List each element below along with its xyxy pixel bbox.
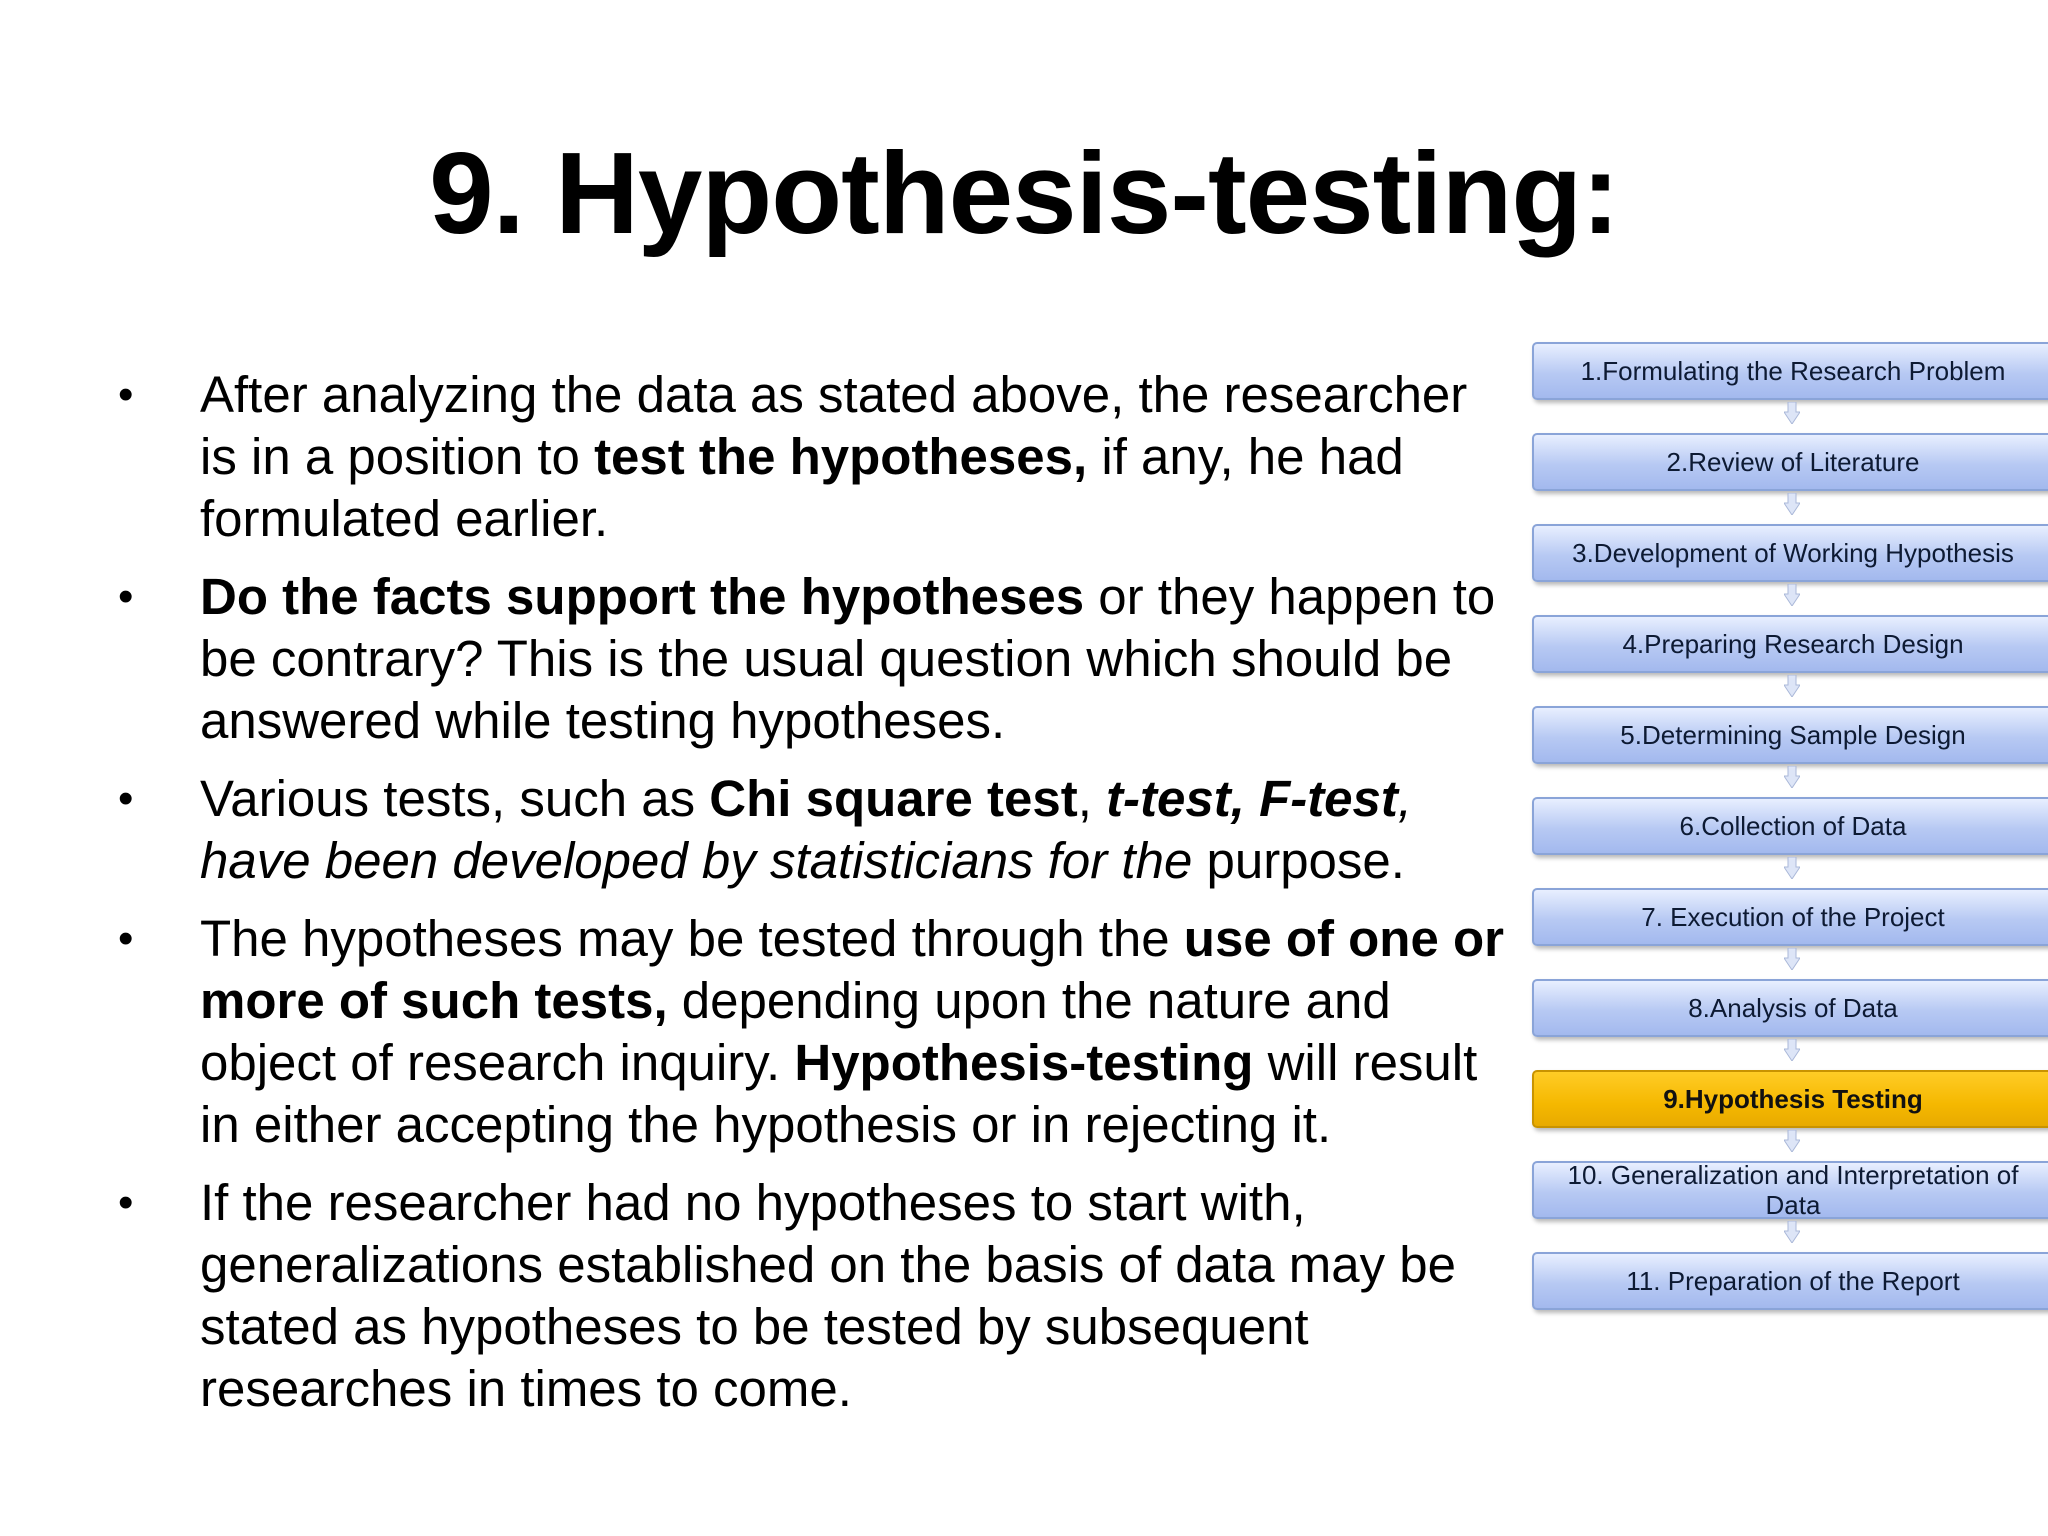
process-step: 1.Formulating the Research Problem xyxy=(1532,342,2048,400)
chevron-down-icon xyxy=(1784,1130,1800,1152)
process-step: 3.Development of Working Hypothesis xyxy=(1532,524,2048,582)
bullet-bold-text: Do the facts support the hypotheses xyxy=(200,568,1085,625)
bullet-dot: • xyxy=(118,774,134,823)
bullet-bold-text: Hypothesis-testing xyxy=(794,1034,1254,1091)
bullet-bold-italic-text: t-test, F-test xyxy=(1106,770,1398,827)
chevron-down-icon xyxy=(1784,584,1800,606)
bullet-bold-text: Chi square test xyxy=(709,770,1078,827)
process-step: 6.Collection of Data xyxy=(1532,797,2048,855)
bullet-text: or they happen to be contrary? This is the usual question which should be answered while testing hypotheses. xyxy=(200,568,1496,749)
bullet-italic-text: , have been developed by statisticians for the xyxy=(200,770,1413,889)
bullet-dot: • xyxy=(118,1178,134,1227)
process-step: 4.Preparing Research Design xyxy=(1532,615,2048,673)
process-step: 2.Review of Literature xyxy=(1532,433,2048,491)
process-step: 7. Execution of the Project xyxy=(1532,888,2048,946)
bullet-item xyxy=(118,566,1518,752)
bullet-item xyxy=(118,908,1518,1156)
process-step-active: 9.Hypothesis Testing xyxy=(1532,1070,2048,1128)
chevron-down-icon xyxy=(1784,1221,1800,1243)
slide-title: 9. Hypothesis-testing: xyxy=(429,128,1619,258)
bullet-bold-text: use of one or more of such tests, xyxy=(200,910,1504,1029)
bullet-list xyxy=(118,364,1518,1436)
bullet-text: purpose. xyxy=(1192,832,1405,889)
process-step: 5.Determining Sample Design xyxy=(1532,706,2048,764)
bullet-text: If the researcher had no hypotheses to start with, generalizations established on the basis of data may be stated as hypotheses to be tested by subsequent researches in times to come. xyxy=(200,1174,1456,1417)
bullet-text: , xyxy=(1077,770,1107,827)
bullet-text: Various tests, such as xyxy=(200,770,710,827)
bullet-bold-text: test the hypotheses, xyxy=(594,428,1088,485)
bullet-item xyxy=(118,768,1518,892)
bullet-text: if any, he had formulated earlier. xyxy=(200,428,1404,547)
chevron-down-icon xyxy=(1784,675,1800,697)
bullet-text: depending upon the nature and object of research inquiry. xyxy=(200,972,1391,1091)
process-step: 11. Preparation of the Report xyxy=(1532,1252,2048,1310)
bullet-text: After analyzing the data as stated above, the researcher is in a position to xyxy=(200,366,1468,485)
chevron-down-icon xyxy=(1784,1039,1800,1061)
bullet-dot: • xyxy=(118,370,134,419)
chevron-down-icon xyxy=(1784,402,1800,424)
process-step: 8.Analysis of Data xyxy=(1532,979,2048,1037)
process-step: 10. Generalization and Interpretation of Data xyxy=(1532,1161,2048,1219)
bullet-dot: • xyxy=(118,572,134,621)
bullet-dot: • xyxy=(118,914,134,963)
research-process-steps xyxy=(1532,342,2048,1322)
bullet-text: will result in either accepting the hypothesis or in rejecting it. xyxy=(200,1034,1478,1153)
bullet-item xyxy=(118,1172,1518,1420)
chevron-down-icon xyxy=(1784,766,1800,788)
chevron-down-icon xyxy=(1784,857,1800,879)
bullet-text: The hypotheses may be tested through the xyxy=(200,910,1184,967)
bullet-item xyxy=(118,364,1518,550)
chevron-down-icon xyxy=(1784,948,1800,970)
chevron-down-icon xyxy=(1784,493,1800,515)
